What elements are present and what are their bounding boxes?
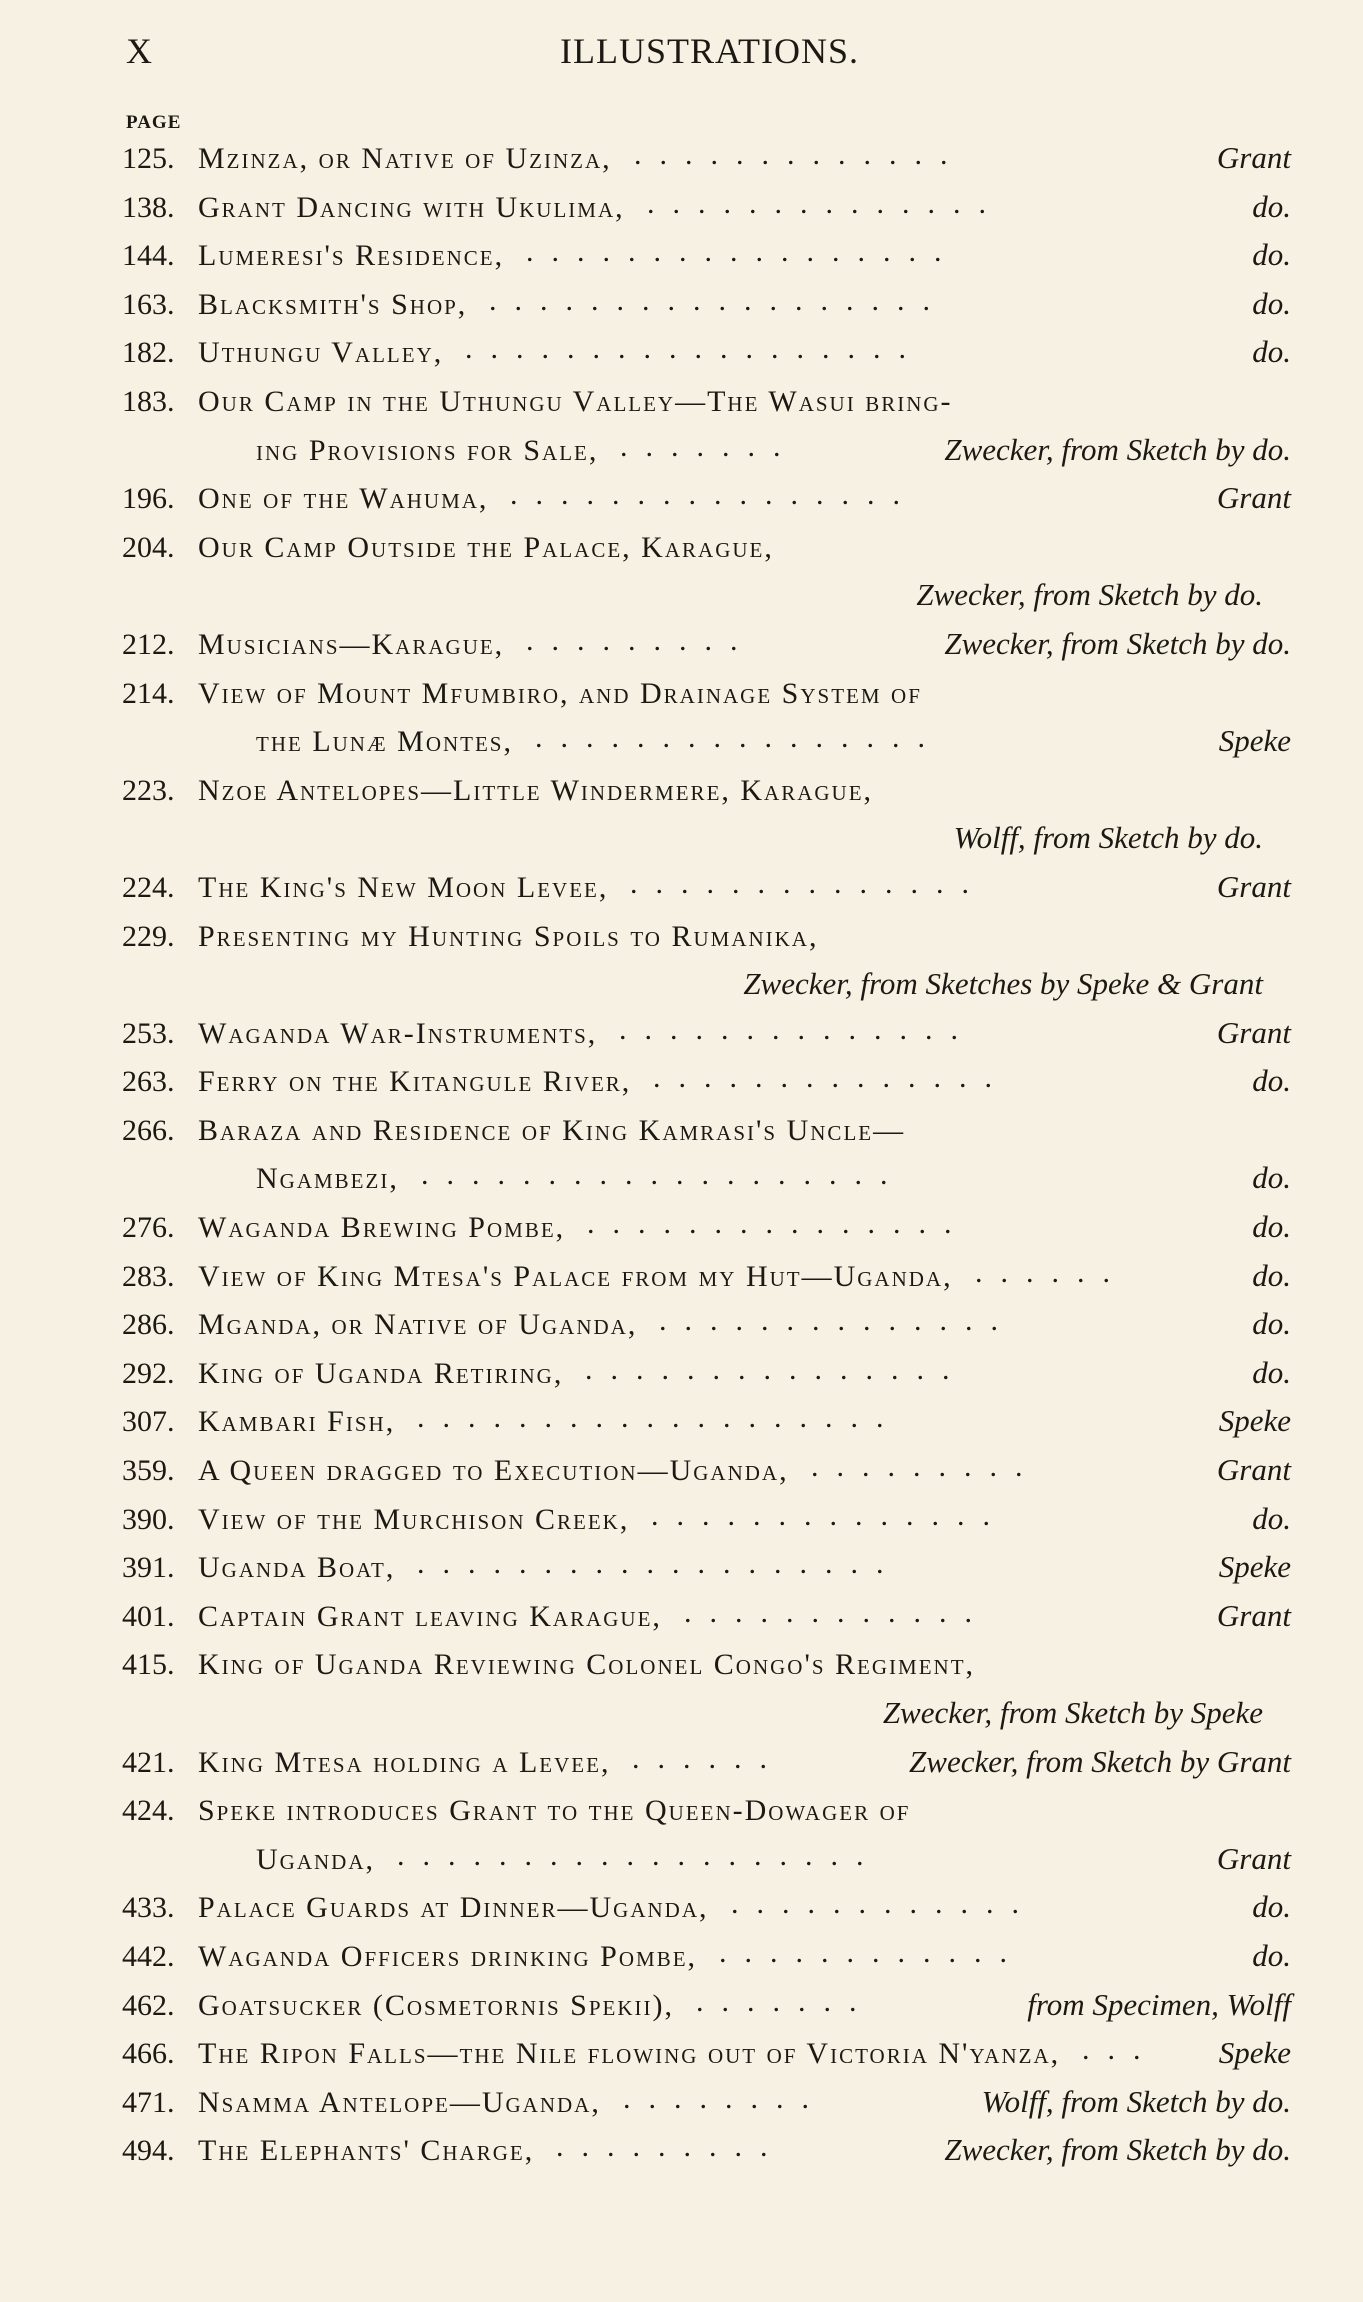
entry-credit: Speke [1218, 2035, 1291, 2071]
list-item [0, 671, 1363, 720]
leader-dots: ........ [623, 2081, 827, 2115]
entry-title: Uganda, [256, 1842, 375, 1876]
entry-credit: do. [1252, 285, 1291, 321]
entry-credit: do. [1252, 1063, 1291, 1099]
entry-credit: do. [1252, 1160, 1291, 1196]
leader-dots: .............. [659, 1304, 1016, 1338]
list-item [0, 330, 1363, 379]
entry-page-number: 466. [122, 2037, 175, 2071]
entry-page-number: 401. [122, 1599, 175, 1633]
entry-title: ing Provisions for Sale, [256, 433, 599, 467]
leader-dots: ............. [634, 138, 966, 171]
entry-page-number: 163. [122, 287, 175, 321]
entry-page-number: 307. [122, 1405, 175, 1439]
list-item [0, 1448, 1363, 1497]
illustrations-list [0, 136, 1363, 2177]
list-item [0, 1983, 1363, 2032]
entry-title: King of Uganda Retiring, [198, 1356, 564, 1390]
entry-title: Palace Guards at Dinner—Uganda, [198, 1891, 709, 1925]
entry-page-number: 224. [122, 870, 175, 904]
list-item [0, 1059, 1363, 1108]
list-item [0, 962, 1363, 1011]
entry-credit: Speke [1218, 723, 1291, 759]
running-head [0, 30, 1363, 80]
list-item [0, 1011, 1363, 1060]
entry-credit: Speke [1218, 1549, 1291, 1585]
entry-credit: Zwecker, from Sketch by do. [944, 625, 1291, 661]
entry-page-number: 196. [122, 482, 175, 516]
list-item [0, 1545, 1363, 1594]
entry-title: View of the Murchison Creek, [198, 1502, 630, 1536]
entry-credit: do. [1252, 1937, 1291, 1973]
entry-credit: do. [1252, 1257, 1291, 1293]
entry-credit: do. [1252, 1209, 1291, 1245]
entry-page-number: 359. [122, 1454, 175, 1488]
list-item [0, 1594, 1363, 1643]
list-item [0, 1934, 1363, 1983]
list-item [0, 1497, 1363, 1546]
entry-page-number: 144. [122, 239, 175, 273]
list-item [0, 622, 1363, 671]
list-item [0, 525, 1363, 574]
entry-credit: Zwecker, from Sketch by do. [944, 2132, 1291, 2168]
entry-page-number: 442. [122, 1939, 175, 1973]
leader-dots: ....... [620, 429, 799, 463]
entry-credit: do. [1252, 1500, 1291, 1536]
list-item [0, 1399, 1363, 1448]
list-item [0, 1108, 1363, 1157]
entry-title: Presenting my Hunting Spoils to Rumanika, [198, 919, 819, 953]
entry-page-number: 182. [122, 336, 175, 370]
entry-title: Mzinza, or Native of Uzinza, [198, 142, 612, 175]
list-item [0, 865, 1363, 914]
entry-title: Waganda Officers drinking Pombe, [198, 1939, 698, 1973]
list-item [0, 233, 1363, 282]
leader-dots: ....... [696, 1984, 875, 2018]
entry-credit: Grant [1216, 1597, 1291, 1633]
entry-page-number: 276. [122, 1211, 175, 1245]
list-item [0, 573, 1363, 622]
list-item [0, 1740, 1363, 1789]
leader-dots: ......... [526, 623, 756, 657]
entry-title: King Mtesa holding a Levee, [198, 1745, 611, 1779]
entry-title: Waganda War-Instruments, [198, 1016, 598, 1050]
entry-page-number: 223. [122, 773, 175, 807]
leader-dots: ............... [587, 1207, 970, 1241]
list-item [0, 816, 1363, 865]
entry-title: Baraza and Residence of King Kamrasi's Uncle— [198, 1113, 906, 1147]
entry-credit: Grant [1216, 140, 1291, 175]
entry-title: Musicians—Karague, [198, 627, 505, 661]
entry-page-number: 263. [122, 1065, 175, 1099]
entry-title: One of the Wahuma, [198, 482, 489, 516]
entry-page-number: 471. [122, 2085, 175, 2119]
entry-title: Uthungu Valley, [198, 336, 444, 370]
entry-title: Uganda Boat, [198, 1551, 396, 1585]
list-item [0, 719, 1363, 768]
entry-title: Captain Grant leaving Karague, [198, 1599, 662, 1633]
list-item [0, 2128, 1363, 2177]
list-item [0, 2031, 1363, 2080]
entry-page-number: 415. [122, 1648, 175, 1682]
entry-page-number: 212. [122, 627, 175, 661]
leader-dots: ............ [719, 1935, 1025, 1969]
entry-page-number: 204. [122, 530, 175, 564]
entry-title: Grant Dancing with Ukulima, [198, 190, 625, 224]
entry-title: Waganda Brewing Pombe, [198, 1211, 566, 1245]
leader-dots: .................. [489, 283, 948, 317]
leader-dots: .............. [647, 186, 1004, 220]
entry-credit: Grant [1216, 1452, 1291, 1488]
entry-page-number: 421. [122, 1745, 175, 1779]
list-item [0, 2080, 1363, 2129]
entry-credit: Grant [1216, 1014, 1291, 1050]
list-item [0, 1837, 1363, 1886]
leader-dots: .............. [619, 1012, 976, 1046]
leader-dots: .................. [465, 332, 924, 366]
list-item [0, 1156, 1363, 1205]
leader-dots: ...... [975, 1255, 1128, 1289]
leader-dots: ......... [556, 2130, 786, 2164]
entry-credit: Zwecker, from Sketches by Speke & Grant [743, 966, 1263, 1002]
entry-page-number: 390. [122, 1502, 175, 1536]
leader-dots: ................... [421, 1158, 906, 1192]
entry-title: Our Camp in the Uthungu Valley—The Wasui bring- [198, 384, 953, 418]
leader-dots: ................... [417, 1401, 902, 1435]
entry-title: Nzoe Antelopes—Little Windermere, Karague, [198, 773, 874, 807]
list-item [0, 1254, 1363, 1303]
entry-credit: Grant [1216, 1840, 1291, 1876]
entry-page-number: 391. [122, 1551, 175, 1585]
entry-title: Nsamma Antelope—Uganda, [198, 2085, 601, 2119]
entry-page-number: 229. [122, 919, 175, 953]
entry-credit: do. [1252, 237, 1291, 273]
list-item [0, 1302, 1363, 1351]
page-title: ILLUSTRATIONS. [560, 31, 859, 71]
entry-title: Ferry on the Kitangule River, [198, 1065, 632, 1099]
entry-page-number: 424. [122, 1794, 175, 1828]
entry-title: Blacksmith's Shop, [198, 287, 468, 321]
leader-dots: .............. [651, 1498, 1008, 1532]
entry-title: The King's New Moon Levee, [198, 870, 609, 904]
list-item [0, 379, 1363, 428]
entry-title: Our Camp Outside the Palace, Karague, [198, 530, 774, 564]
entry-title: Mganda, or Native of Uganda, [198, 1308, 638, 1342]
entry-credit: Wolff, from Sketch by do. [981, 2083, 1291, 2119]
leader-dots: ................. [526, 235, 960, 269]
list-item [0, 136, 1363, 185]
entry-credit: Grant [1216, 868, 1291, 904]
entry-page-number: 433. [122, 1891, 175, 1925]
page-number: X [126, 31, 153, 71]
entry-title: The Ripon Falls—the Nile flowing out of Victoria N'yanza, [198, 2037, 1061, 2071]
leader-dots: .............. [630, 866, 987, 900]
leader-dots: ............ [731, 1887, 1037, 1921]
entry-page-number: 183. [122, 384, 175, 418]
leader-dots: ................ [510, 478, 918, 512]
entry-page-number: 138. [122, 190, 175, 224]
list-item [0, 1351, 1363, 1400]
list-item [0, 1205, 1363, 1254]
leader-dots: ................... [397, 1838, 882, 1872]
list-item [0, 476, 1363, 525]
entry-credit: do. [1252, 334, 1291, 370]
list-item [0, 1788, 1363, 1837]
entry-credit: Wolff, from Sketch by do. [953, 820, 1263, 856]
entry-page-number: 253. [122, 1016, 175, 1050]
entry-title: Ngambezi, [256, 1162, 399, 1196]
list-item [0, 914, 1363, 963]
entry-credit: Zwecker, from Sketch by do. [916, 577, 1263, 613]
entry-credit: from Specimen, Wolff [1027, 1986, 1291, 2022]
entry-title: Goatsucker (Cosmetornis Spekii), [198, 1988, 674, 2022]
entry-page-number: 462. [122, 1988, 175, 2022]
entry-credit: Zwecker, from Sketch by Grant [909, 1743, 1291, 1779]
list-item [0, 1642, 1363, 1691]
entry-title: View of Mount Mfumbiro, and Drainage System of [198, 676, 922, 710]
entry-title: Kambari Fish, [198, 1405, 396, 1439]
list-item [0, 428, 1363, 477]
entry-title: A Queen dragged to Execution—Uganda, [198, 1454, 789, 1488]
leader-dots: ............... [585, 1352, 968, 1386]
leader-dots: ................ [535, 721, 943, 755]
list-item [0, 1885, 1363, 1934]
leader-dots: ......... [811, 1450, 1041, 1484]
entry-credit: do. [1252, 188, 1291, 224]
entry-credit: do. [1252, 1354, 1291, 1390]
entry-title: King of Uganda Reviewing Colonel Congo's Regiment, [198, 1648, 976, 1682]
entry-title: Lumeresi's Residence, [198, 239, 505, 273]
leader-dots: ... [1082, 2033, 1159, 2067]
list-item [0, 282, 1363, 331]
leader-dots: .............. [653, 1061, 1010, 1095]
entry-credit: Grant [1216, 480, 1291, 516]
entry-page-number: 214. [122, 676, 175, 710]
entry-page-number: 292. [122, 1356, 175, 1390]
leader-dots: ............ [684, 1595, 990, 1629]
entry-title: Speke introduces Grant to the Queen-Dowager of [198, 1794, 911, 1828]
entry-credit: Zwecker, from Sketch by Speke [882, 1695, 1263, 1730]
page-column-label: PAGE [126, 112, 182, 133]
entry-credit: Zwecker, from Sketch by do. [944, 431, 1291, 467]
leader-dots: ................... [417, 1547, 902, 1581]
list-item [0, 1691, 1363, 1740]
entry-title: View of King Mtesa's Palace from my Hut—Uganda, [198, 1259, 953, 1293]
entry-credit: Speke [1218, 1403, 1291, 1439]
list-item [0, 768, 1363, 817]
leader-dots: ...... [632, 1741, 785, 1775]
entry-page-number: 494. [122, 2134, 175, 2168]
entry-page-number: 266. [122, 1113, 175, 1147]
entry-credit: do. [1252, 1889, 1291, 1925]
entry-page-number: 283. [122, 1259, 175, 1293]
entry-credit: do. [1252, 1306, 1291, 1342]
entry-page-number: 125. [122, 142, 175, 175]
entry-page-number: 286. [122, 1308, 175, 1342]
entry-title: The Elephants' Charge, [198, 2134, 535, 2168]
entry-title: the Lunæ Montes, [256, 725, 513, 759]
list-item [0, 185, 1363, 234]
